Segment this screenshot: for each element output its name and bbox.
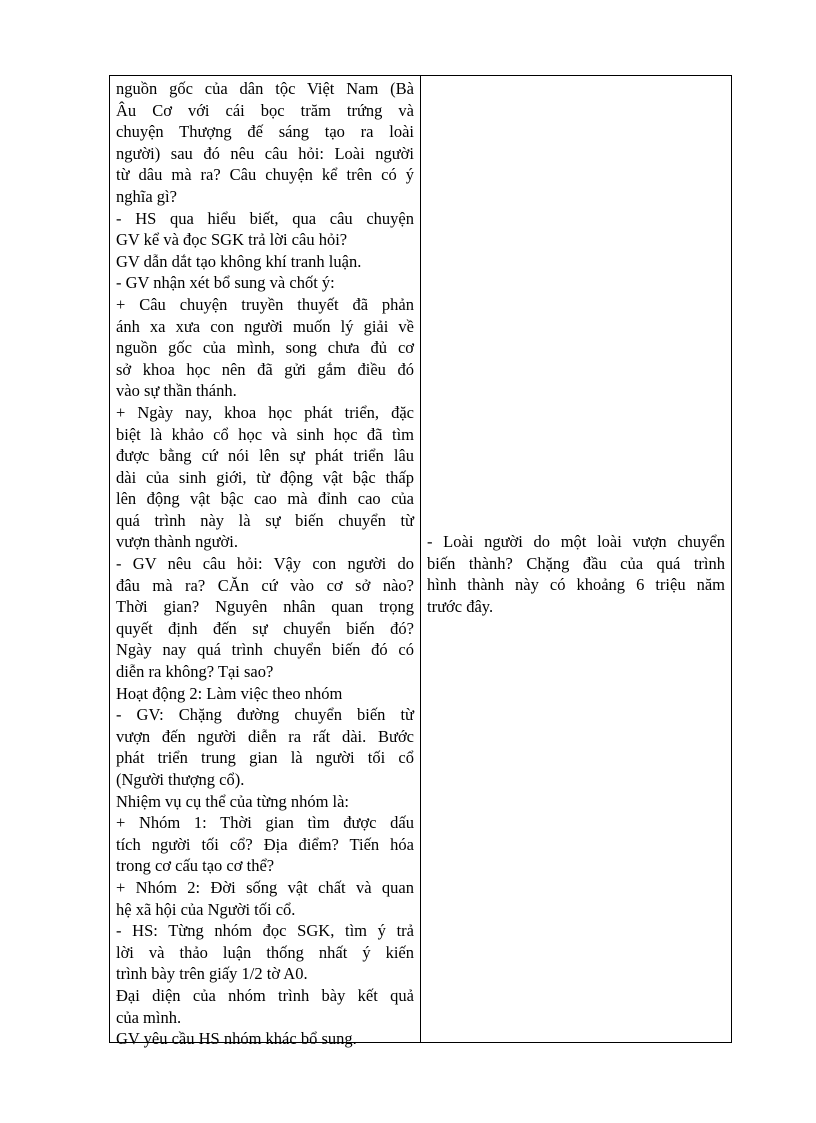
knowledge-content-cell	[421, 76, 731, 1042]
activity-text-line: + Nhóm 2: Đời sống vật chất và quan	[116, 877, 414, 897]
activity-text-line: Nhiệm vụ cụ thể của từng nhóm là:	[116, 791, 350, 811]
activity-text-line: vượn đến người diễn ra rất dài. Bước	[116, 726, 414, 746]
activity-text-line: dài của sinh giới, từ động vật bậc thấp	[116, 467, 414, 487]
activity-text-line: tích người tối cổ? Địa điểm? Tiến hóa	[116, 834, 414, 854]
knowledge-text-line: - Loài người do một loài vượn chuyển	[427, 532, 725, 551]
activity-text-line: Âu Cơ với cái bọc trăm trứng và	[116, 100, 414, 120]
activity-text-line: nguồn gốc của dân tộc Việt Nam (Bà	[116, 79, 414, 98]
activity-text-line: + Nhóm 1: Thời gian tìm được dấu	[116, 813, 414, 833]
teacher-student-activities-cell	[110, 76, 421, 1049]
activity-text-line: vào sự thần thánh.	[116, 381, 237, 401]
knowledge-text-line: hình thành này có khoảng 6 triệu năm	[427, 575, 725, 595]
activity-text-line: Hoạt động 2: Làm việc theo nhóm	[116, 683, 343, 703]
knowledge-text-line: trước đây.	[427, 596, 494, 616]
activity-text-line: GV dẫn dắt tạo không khí tranh luận.	[116, 251, 362, 271]
activity-text-line: diễn ra không? Tại sao?	[116, 662, 274, 682]
activity-text-line: + Câu chuyện truyền thuyết đã phản	[116, 294, 414, 314]
activity-text-line: lời và thảo luận thống nhất ý kiến	[116, 942, 414, 962]
activity-text-line: chuyện Thượng đế sáng tạo ra loài	[116, 122, 414, 142]
activity-text-line: người) sau đó nêu câu hỏi: Loài người	[116, 143, 414, 163]
knowledge-text-block	[427, 531, 725, 617]
activity-text-line: GV yêu cầu HS nhóm khác bổ sung.	[116, 1029, 357, 1049]
activity-text-line: trình bày trên giấy 1/2 tờ A0.	[116, 964, 308, 984]
activity-text-line: sở khoa học nên đã gửi gắm điều đó	[116, 359, 414, 379]
activity-text-line: hệ xã hội của Người tối cổ.	[116, 899, 296, 919]
activity-text-line: Ngày nay quá trình chuyển biến đó có	[116, 640, 414, 660]
activity-text-line: GV kể và đọc SGK trả lời câu hỏi?	[116, 230, 348, 250]
activity-text-line: biệt là khảo cổ học và sinh học đã tìm	[116, 424, 414, 444]
activity-text-line: trong cơ cấu tạo cơ thể?	[116, 856, 275, 876]
activity-text-line: quyết định đến sự chuyển biến đó?	[116, 618, 414, 638]
activity-text-line: được bằng cứ nói lên sự phát triển lâu	[116, 446, 414, 466]
knowledge-text-line: biến thành? Chặng đầu của quá trình	[427, 553, 725, 573]
lesson-table	[109, 75, 732, 1049]
activity-text-line: phát triển trung gian là người tối cổ	[116, 748, 414, 768]
activity-text-line: quá trình này là sự biến chuyển từ	[116, 510, 414, 530]
activity-text-line: - GV nhận xét bổ sung và chốt ý:	[116, 273, 335, 293]
activity-text-line: - HS: Từng nhóm đọc SGK, tìm ý trả	[116, 921, 414, 941]
activity-text-line: từ dâu mà ra? Câu chuyện kể trên có ý	[116, 165, 414, 185]
activity-text-line: nguồn gốc của mình, song chưa đủ cơ	[116, 338, 414, 358]
activity-text-line: - GV nêu câu hỏi: Vậy con người do	[116, 554, 414, 574]
activity-text-line: Đại diện của nhóm trình bày kết quả	[116, 985, 414, 1005]
activity-text-line: - GV: Chặng đường chuyển biến từ	[116, 705, 414, 725]
activity-text-line: của mình.	[116, 1007, 182, 1027]
activity-text-line: (Người thượng cổ).	[116, 770, 245, 789]
activity-text-line: + Ngày nay, khoa học phát triển, đặc	[116, 402, 414, 422]
activity-text-line: đâu mà ra? CĂn cứ vào cơ sở nào?	[116, 575, 414, 595]
activity-text-line: - HS qua hiểu biết, qua câu chuyện	[116, 208, 414, 228]
activity-text-line: vượn thành người.	[116, 532, 238, 552]
activity-text-line: nghĩa gì?	[116, 186, 177, 206]
activity-text-line: Thời gian? Nguyên nhân quan trọng	[116, 597, 414, 617]
activity-text-line: ánh xa xưa con người muốn lý giải về	[116, 316, 414, 336]
activity-text-line: lên động vật bậc cao mà đỉnh cao của	[116, 489, 414, 509]
